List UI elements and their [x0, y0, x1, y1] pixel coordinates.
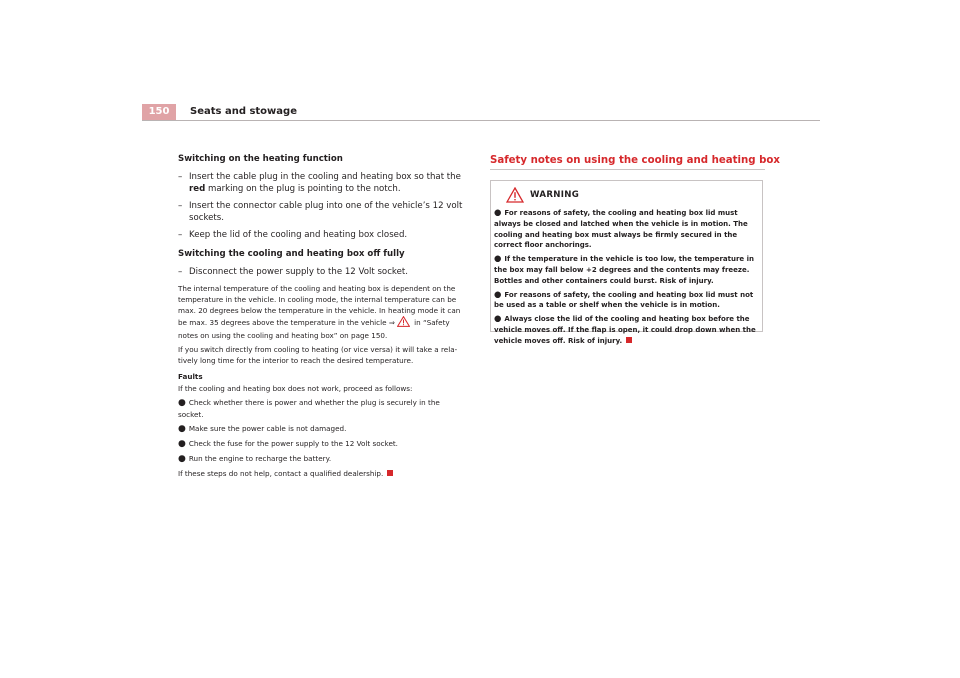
list-item: ● Check the fuse for the power supply to the 12 Volt socket. — [178, 439, 398, 449]
warning-header — [506, 187, 759, 203]
red-marking-text: red — [189, 184, 206, 194]
list-item: ● Make sure the power cable is not damaged. — [178, 424, 347, 434]
faults-heading: Faults — [178, 372, 203, 381]
temperature-paragraph: The internal temperature of the cooling and heating box is dependent on the temperature in the vehicle. In cooling mode, the internal temperature can be max. 20 degrees below the temperature in the vehicle. In heating mode it can be max. 35 degrees above the temperature in the vehicle ⇒ in “Safety notes on using the cooling and heating box” on page 150. — [178, 284, 461, 340]
step-item: – Keep the lid of the cooling and heating box closed. — [178, 230, 408, 240]
section-divider — [490, 169, 765, 170]
step-item: – Disconnect the power supply to the 12 Volt socket. — [178, 267, 408, 277]
step-item: – Insert the connector cable plug into one of the vehicle’s 12 volt sockets. — [178, 201, 463, 223]
end-square-icon — [626, 337, 632, 343]
bullet-icon: ● — [494, 289, 502, 300]
step-item: – Insert the cable plug in the cooling and heating box so that the red marking on the plug is pointing to the notch. — [178, 172, 461, 194]
header-divider — [142, 120, 820, 121]
dash-marker: – — [178, 230, 183, 240]
bullet-icon: ● — [494, 208, 502, 218]
warning-box — [490, 180, 763, 345]
dash-marker: – — [178, 267, 183, 277]
running-title: Seats and stowage — [190, 106, 297, 117]
warning-triangle-icon — [506, 187, 524, 203]
faults-intro: If the cooling and heating box does not work, proceed as follows: — [178, 384, 413, 393]
heading-heating-on: Switching on the heating function — [178, 154, 343, 164]
heading-switch-off: Switching the cooling and heating box off fully — [178, 249, 405, 259]
bullet-icon: ● — [178, 424, 186, 434]
end-square-icon — [387, 470, 393, 476]
list-item: ● Check whether there is power and whether the plug is securely in the socket. — [178, 398, 440, 419]
list-item: ● Run the engine to recharge the battery. — [178, 454, 332, 464]
section-title: Safety notes on using the cooling and heating box — [490, 155, 780, 166]
warning-label: WARNING — [530, 190, 580, 200]
warning-item: ● Always close the lid of the cooling and heating box before the vehicle moves off. If the flap is open, it could drop down when the vehicle moves off. Risk of injury. — [494, 314, 756, 345]
bullet-icon: ● — [178, 454, 186, 464]
warning-item: ● For reasons of safety, the cooling and heating box lid must always be closed and latched when the vehicle is in motion. The cooling and heating box must always be firmly secured in the correct floor anchorings. — [494, 208, 748, 250]
warning-item: ● If the temperature in the vehicle is too low, the temperature in the box may fall below +2 degrees and the contents may freeze. Bottles and other containers could burst. Risk of injury. — [494, 254, 754, 285]
switching-paragraph: If you switch directly from cooling to heating (or vice versa) it will take a rela-tively long time for the interior to reach the desired temperature. — [178, 345, 458, 365]
closing-paragraph: If these steps do not help, contact a qualified dealership. — [178, 468, 466, 479]
page-number: 150 — [142, 104, 176, 120]
dash-marker: – — [178, 172, 183, 182]
bullet-icon: ● — [494, 254, 502, 265]
warning-item: ● For reasons of safety, the cooling and heating box lid must not be used as a table or shelf when the vehicle is in motion. — [494, 289, 754, 310]
warning-triangle-icon[interactable] — [397, 316, 410, 330]
dash-marker: – — [178, 201, 183, 211]
bullet-icon: ● — [178, 398, 186, 408]
bullet-icon: ● — [494, 314, 502, 325]
bullet-icon: ● — [178, 439, 186, 449]
left-column — [178, 154, 466, 482]
